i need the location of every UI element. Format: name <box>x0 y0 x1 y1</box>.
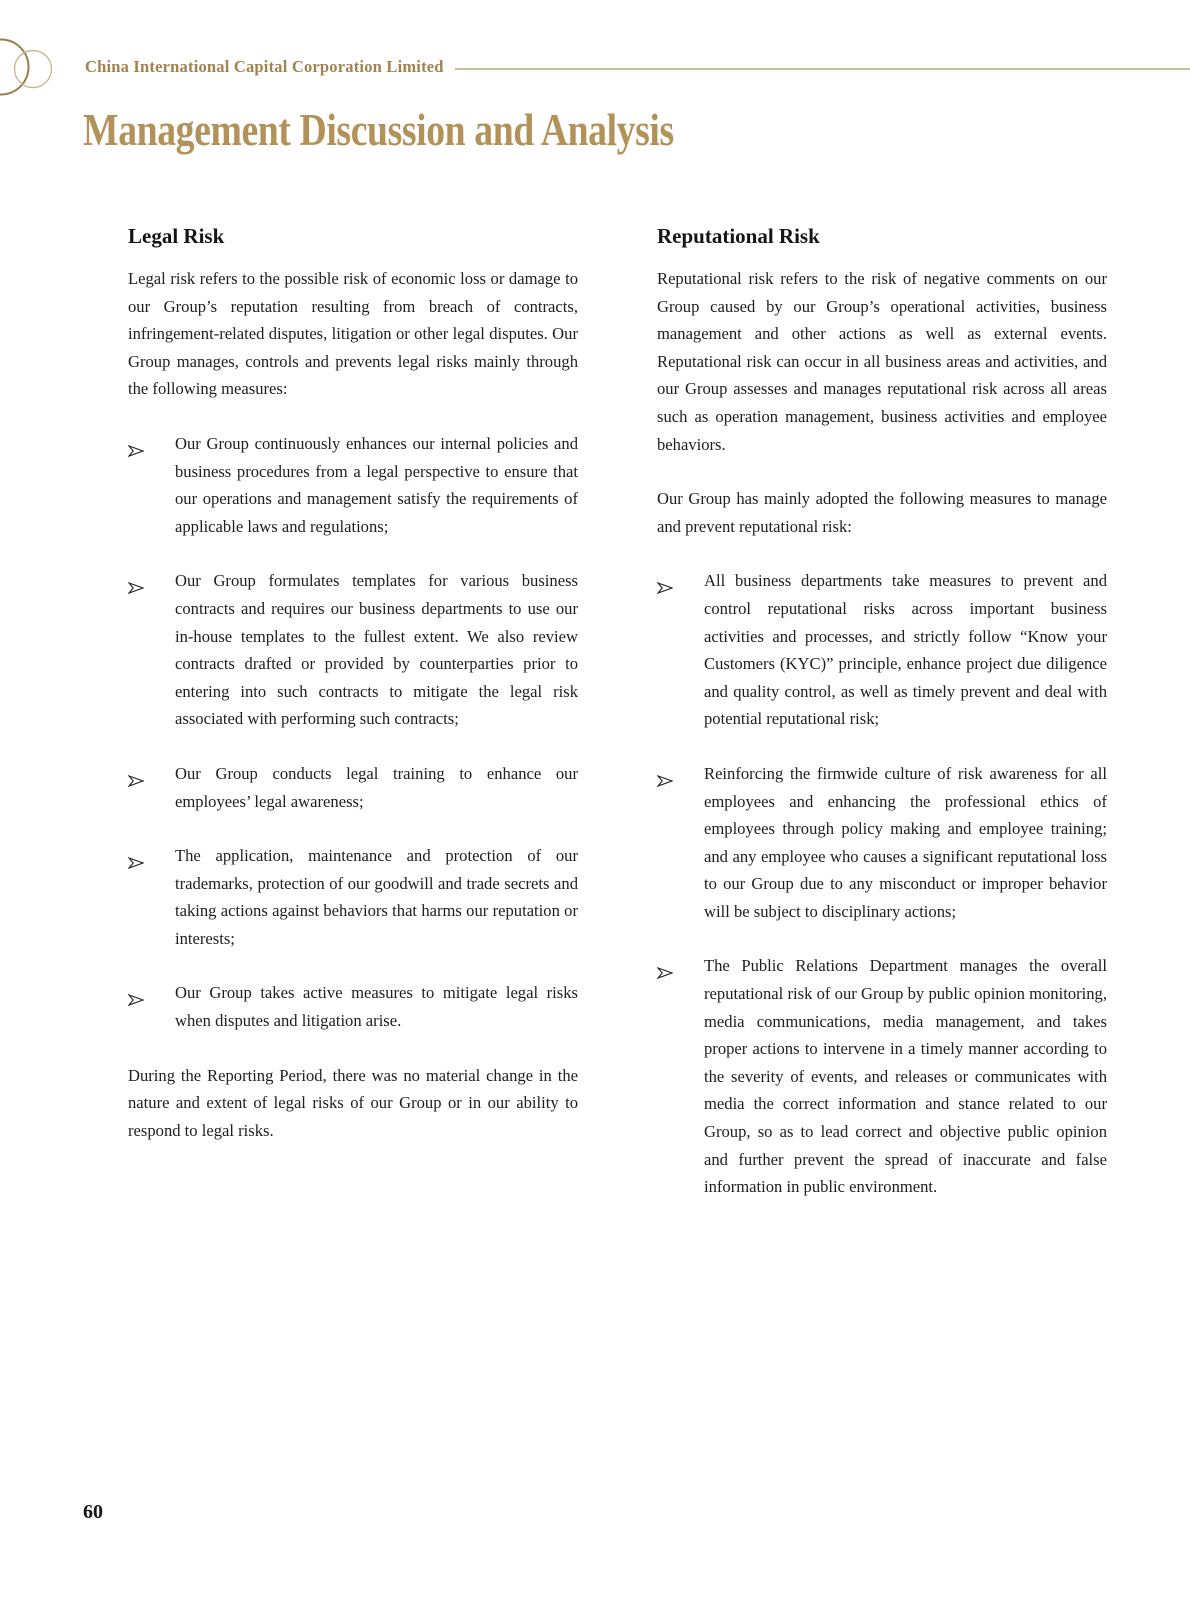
list-item-text: Our Group continuously enhances our internal policies and business procedures from a legal perspective to ensure that our operations and management satisfy the requirements of applicable laws and regulations; <box>175 433 578 536</box>
list-item <box>657 760 1107 926</box>
arrowhead-bullet-icon <box>128 760 175 815</box>
legal-risk-section <box>128 224 578 1201</box>
two-column-body <box>128 224 1107 1201</box>
arrowhead-bullet-icon <box>128 842 175 952</box>
page-number: 60 <box>83 1501 103 1523</box>
legal-risk-heading: Legal Risk <box>128 224 225 248</box>
list-item-text: Our Group takes active measures to mitigate legal risks when disputes and litigation arise. <box>175 983 578 1031</box>
list-item-text: The Public Relations Department manages the overall reputational risk of our Group by public opinion monitoring, media communications, media management, and takes proper actions to intervene in a timely manner according to the severity of events, and releases or communicates with media the correct information and stance related to our Group, so as to lead correct and objective public opinion and further prevent the spread of inaccurate and false information in public environment. <box>704 956 1107 1197</box>
list-item <box>128 567 578 733</box>
list-item-text: Reinforcing the firmwide culture of risk awareness for all employees and enhancing the professional ethics of employees through policy making and employee training; and any employee who causes a significant reputational loss to our Group due to any misconduct or improper behavior will be subject to disciplinary actions; <box>704 763 1107 921</box>
list-item <box>657 952 1107 1200</box>
legal-risk-intro: Legal risk refers to the possible risk of economic loss or damage to our Group’s reputation resulting from breach of contracts, infringement-related disputes, litigation or other legal disputes. Our Group manages, controls and prevents legal risks mainly through the following measures: <box>128 269 578 399</box>
arrowhead-bullet-icon <box>128 567 175 733</box>
reputational-risk-heading: Reputational Risk <box>657 224 820 248</box>
list-item-text: Our Group conducts legal training to enhance our employees’ legal awareness; <box>175 763 578 811</box>
arrowhead-bullet-icon <box>657 952 704 1200</box>
list-item <box>128 979 578 1034</box>
list-item <box>657 567 1107 733</box>
arrowhead-bullet-icon <box>128 430 175 540</box>
arrowhead-bullet-icon <box>128 979 175 1034</box>
reputational-risk-section <box>657 224 1107 1201</box>
list-item-text: The application, maintenance and protection of our trademarks, protection of our goodwill and trade secrets and taking actions against behaviors that harms our reputation or interests; <box>175 846 578 948</box>
header-rule <box>455 68 1190 70</box>
list-item <box>128 760 578 815</box>
reputational-risk-lead-in: Our Group has mainly adopted the following measures to manage and prevent reputational risk: <box>657 489 1107 536</box>
legal-risk-closing: During the Reporting Period, there was no material change in the nature and extent of legal risks of our Group or in our ability to respond to legal risks. <box>128 1065 578 1140</box>
cicc-logo-icon <box>0 30 53 104</box>
arrowhead-bullet-icon <box>657 567 704 733</box>
company-name: China International Capital Corporation Limited <box>85 57 444 76</box>
list-item-text: All business departments take measures to prevent and control reputational risks across important business activities and processes, and strictly follow “Know your Customers (KYC)” principle, enhance project due diligence and quality control, as well as timely prevent and deal with potential reputational risk; <box>704 571 1107 729</box>
page-title: Management Discussion and Analysis <box>83 104 674 155</box>
list-item <box>128 842 578 952</box>
arrowhead-bullet-icon <box>657 760 704 926</box>
list-item <box>128 430 578 540</box>
reputational-risk-intro: Reputational risk refers to the risk of negative comments on our Group caused by our Group’s operational activities, business management and other actions as well as external events. Reputational risk can occur in all business areas and activities, and our Group assesses and manages reputational risk across all areas such as operation management, business activities and employee behaviors. <box>657 269 1107 454</box>
list-item-text: Our Group formulates templates for various business contracts and requires our business departments to use our in-house templates to the fullest extent. We also review contracts drafted or provided by counterparties prior to entering into such contracts to mitigate the legal risk associated with performing such contracts; <box>175 571 578 729</box>
